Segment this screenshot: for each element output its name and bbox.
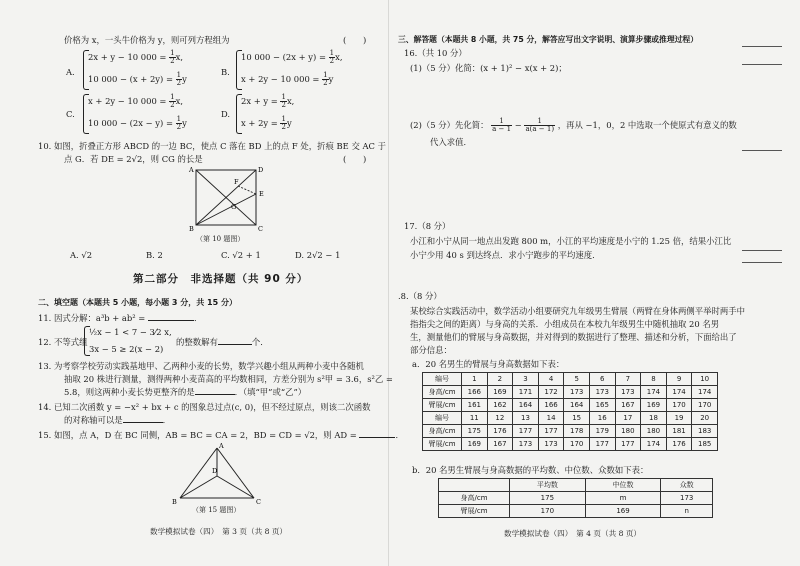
table-cell: 177 [513,425,539,438]
table-cell: 176 [487,425,513,438]
label-c: C [258,225,263,233]
table-row [439,479,713,492]
q9-option-c-eq2: 10 000 − (2x − y) = $\frac{1}{2}$ y [88,115,187,131]
row-header-cell: 臂展/cm [439,505,510,518]
table-cell: 13 [513,412,539,425]
label-d15: D [212,467,218,475]
table-cell: 164 [564,399,590,412]
table-cell: 20 [692,412,718,425]
segment-fe [238,186,256,194]
table-cell: 18 [641,412,667,425]
row-header-cell: 编号 [423,373,462,386]
table-cell: 173 [589,386,615,399]
q10-option-c: C. √2 + 1 [221,250,261,260]
table-cell: 180 [641,425,667,438]
table-cell: 166 [538,399,564,412]
table-cell: 175 [510,492,586,505]
table-cell: 12 [487,412,513,425]
q9-option-a-eq2: 10 000 − (x + 2y) = $\frac{1}{2}$ y [88,71,187,87]
q9-option-a-eq1: 2x + y − 10 000 = $\frac{1}{2}$ x, [88,49,183,65]
q9-option-d-eq1: 2x + y = $\frac{1}{2}$ x, [241,93,295,109]
table-cell: 11 [462,412,488,425]
margin-mark [742,250,782,251]
table-cell: 181 [666,425,692,438]
table-cell: 173 [661,492,713,505]
segment-ac [217,448,254,498]
table-cell: 7 [615,373,641,386]
table-row [423,438,718,451]
q9-paren: ( ) [343,35,367,45]
table-cell: 180 [615,425,641,438]
row-header-cell: 臂展/cm [423,399,462,412]
q18-b-caption: b．20 名男生臂展与身高数据的平均数、中位数、众数如下表： [412,465,649,475]
table-cell: 166 [462,386,488,399]
table-cell: 171 [513,386,539,399]
row-header-cell: 身高/cm [439,492,510,505]
table-row [423,373,718,386]
q12-ineq2: 3x − 5 ≥ 2(x − 2) [89,344,164,354]
segment-bd [180,476,217,498]
q12-ineq1: ½x − 1 < 7 − 3⁄2 x, [89,327,172,337]
q12-blank[interactable] [218,336,252,345]
q10-figure [186,164,268,236]
table-a [422,372,718,451]
q14-blank[interactable] [123,414,163,423]
table-cell: 169 [641,399,667,412]
q18-a-caption: a．20 名男生的臂展与身高数据如下表： [412,359,565,369]
row-header-cell [439,479,510,492]
q10-option-b: B. 2 [146,250,163,260]
q15-figure [170,440,266,508]
label-b15: B [172,498,177,506]
table-row [423,386,718,399]
page-3 [38,0,404,566]
table-cell: 179 [589,425,615,438]
table-cell: 170 [564,438,590,451]
table-cell: 177 [589,438,615,451]
table-cell: 4 [538,373,564,386]
q18-line1: 某校综合实践活动中，数学活动小组要研究九年级男生臂展（两臂在身体两侧平举时两手中 [410,306,745,316]
table-cell: 175 [462,425,488,438]
table-row [439,492,713,505]
label-e: E [259,190,264,198]
table-cell: 169 [462,438,488,451]
footer-page-4: 数学模拟试卷（四） 第 4 页（共 8 页） [504,529,642,538]
label-d: D [258,166,264,174]
table-cell: 10 [692,373,718,386]
q12-label: 12. 不等式组 [38,337,88,347]
q18-line3: 生，测量他们的臂展与身高数据，并对得到的数据进行了整理、描述和分析，下面给出了 [410,332,737,342]
q11-blank[interactable] [148,312,194,321]
table-cell: 5 [564,373,590,386]
table-row [423,399,718,412]
table-cell: 176 [666,438,692,451]
solve-section-title: 三、解答题（本题共 8 小题，共 75 分，解答应写出文字说明、演算步骤或推理过程） [398,35,699,44]
table-cell: 19 [666,412,692,425]
q18-line2: 指指尖之间的距离）与身高的关系．小组成员在本校九年级男生中随机抽取 20 名男 [410,319,720,329]
table-cell: 平均数 [510,479,586,492]
table-cell: 164 [513,399,539,412]
q17-line2: 小宁少用 40 s 到达终点．求小宁跑步的平均速度． [410,250,601,260]
table-cell: 170 [692,399,718,412]
q9-tail: 价格为 x，一头牛价格为 y，则可列方程组为 [64,35,230,45]
table-cell: n [661,505,713,518]
table-cell: 173 [564,386,590,399]
q13-line2: 抽取 20 株进行测量，测得两种小麦苗高的平均数相同，方差分别为 s²甲 = 3.6，s²乙 = [64,374,393,384]
q9-option-a-label: A. [66,67,75,77]
table-cell: 9 [666,373,692,386]
q10-fig-caption: （第 10 题图） [196,235,245,243]
table-cell: m [585,492,661,505]
q16-part2: (2)（5 分）先化简： $\frac{1}{a - 1}$ − $\frac{1}{a(a - 1)}$ ，再从 −1，0，2 中选取一个使原式有意义的数 [410,117,737,133]
row-header-cell: 身高/cm [423,386,462,399]
q15-blank[interactable] [359,429,395,438]
table-cell: 1 [462,373,488,386]
q18-line4: 部分信息： [410,345,452,355]
table-cell: 177 [538,425,564,438]
q16-head: 16.（共 10 分） [404,48,467,58]
label-b: B [189,225,194,233]
table-cell: 170 [666,399,692,412]
q13-line3: 5.8，则这两种小麦长势更整齐的是 ．（填“甲”或“乙”） [64,387,307,397]
q9-option-c-label: C. [66,109,75,119]
table-cell: 2 [487,373,513,386]
q9-option-b-eq1: 10 000 − (2x + y) = $\frac{1}{2}$ x, [241,49,343,65]
label-f: F [234,178,239,186]
label-c15: C [256,498,261,506]
q15-fig-caption: （第 15 题图） [192,506,241,514]
row-header-cell: 臂展/cm [423,438,462,451]
table-cell: 167 [487,438,513,451]
page-4 [398,0,745,566]
q9-option-d-label: D. [221,109,231,119]
q13-line1: 13. 为考察学校劳动实践基地甲、乙两种小麦的长势，数学兴趣小组从两种小麦中各随机 [38,361,364,371]
q18-head: .8.（8 分） [398,291,442,301]
part2-title: 第二部分 非选择题（共 90 分） [133,273,309,285]
q9-option-b-eq2: x + 2y − 10 000 = $\frac{1}{2}$ y [241,71,334,87]
q10-paren: ( ) [343,154,367,164]
q17-line1: 小江和小宁从同一地点出发跑 800 m，小江的平均速度是小宁的 1.25 倍，结果小江比 [410,236,732,246]
table-cell: 169 [585,505,661,518]
table-cell: 173 [513,438,539,451]
q10-line2: 点 G．若 DE = 2√2，则 CG 的长是 [64,154,203,164]
q16-part2-cont: 代入求值． [430,137,472,147]
q15: 15. 如图，点 A，D 在 BC 同侧，AB = BC = CA = 2，BD = CD = √2，则 AD = ． [38,430,404,440]
table-cell: 6 [589,373,615,386]
table-b [438,478,713,518]
table-cell: 3 [513,373,539,386]
table-cell: 众数 [661,479,713,492]
q9-option-b-label: B. [221,67,230,77]
q11: 11. 因式分解：a³b + ab² = ． [38,313,203,323]
margin-mark [742,262,782,263]
table-cell: 174 [666,386,692,399]
table-cell: 173 [615,386,641,399]
table-cell: 14 [538,412,564,425]
table-cell: 185 [692,438,718,451]
table-row [439,505,713,518]
q10-line1: 10. 如图，折叠正方形 ABCD 的一边 BC，使点 C 落在 BD 上的点 F 处，折痕 BE 交 AC 于 [38,141,386,151]
margin-mark [742,64,782,65]
table-cell: 173 [538,438,564,451]
table-cell: 165 [589,399,615,412]
table-cell: 15 [564,412,590,425]
row-header-cell: 编号 [423,412,462,425]
table-cell: 183 [692,425,718,438]
margin-mark [742,46,782,47]
q14-line1: 14. 已知二次函数 y = −x² + bx + c 的图象总过点(c, 0)，但不经过原点，则该二次函数 [38,402,371,412]
table-cell: 174 [641,438,667,451]
q10-option-a: A. √2 [70,250,93,260]
table-cell: 178 [564,425,590,438]
table-row [423,425,718,438]
q13-blank[interactable] [195,386,235,395]
q12-tail: 的整数解有 个． [176,337,269,347]
table-cell: 169 [487,386,513,399]
q14-line2: 的对称轴可以是 ． [64,415,171,425]
margin-mark [742,150,782,151]
footer-page-3: 数学模拟试卷（四） 第 3 页（共 8 页） [150,527,288,536]
table-cell: 中位数 [585,479,661,492]
label-a: A [189,166,194,174]
table-cell: 174 [692,386,718,399]
table-cell: 8 [641,373,667,386]
table-cell: 162 [487,399,513,412]
table-cell: 172 [538,386,564,399]
table-cell: 170 [510,505,586,518]
table-row [423,412,718,425]
q16-part1: (1)（5 分）化简：(x + 1)² − x(x + 2)； [410,63,567,73]
q9-option-d-eq2: x + 2y = $\frac{1}{2}$ y [241,115,292,131]
table-cell: 161 [462,399,488,412]
q17-head: 17.（8 分） [404,221,451,231]
segment-cd [217,476,254,498]
q9-option-c-eq1: x + 2y − 10 000 = $\frac{1}{2}$ x, [88,93,183,109]
label-a15: A [219,442,224,450]
fill-section-title: 二、填空题（本题共 5 小题，每小题 3 分，共 15 分） [38,298,237,307]
table-cell: 174 [641,386,667,399]
table-cell: 177 [615,438,641,451]
label-g: G [231,203,237,211]
page-fold [388,0,389,566]
table-cell: 16 [589,412,615,425]
row-header-cell: 身高/cm [423,425,462,438]
table-cell: 167 [615,399,641,412]
table-cell: 17 [615,412,641,425]
q10-option-d: D. 2√2 − 1 [295,250,341,260]
crease-be [196,194,256,225]
